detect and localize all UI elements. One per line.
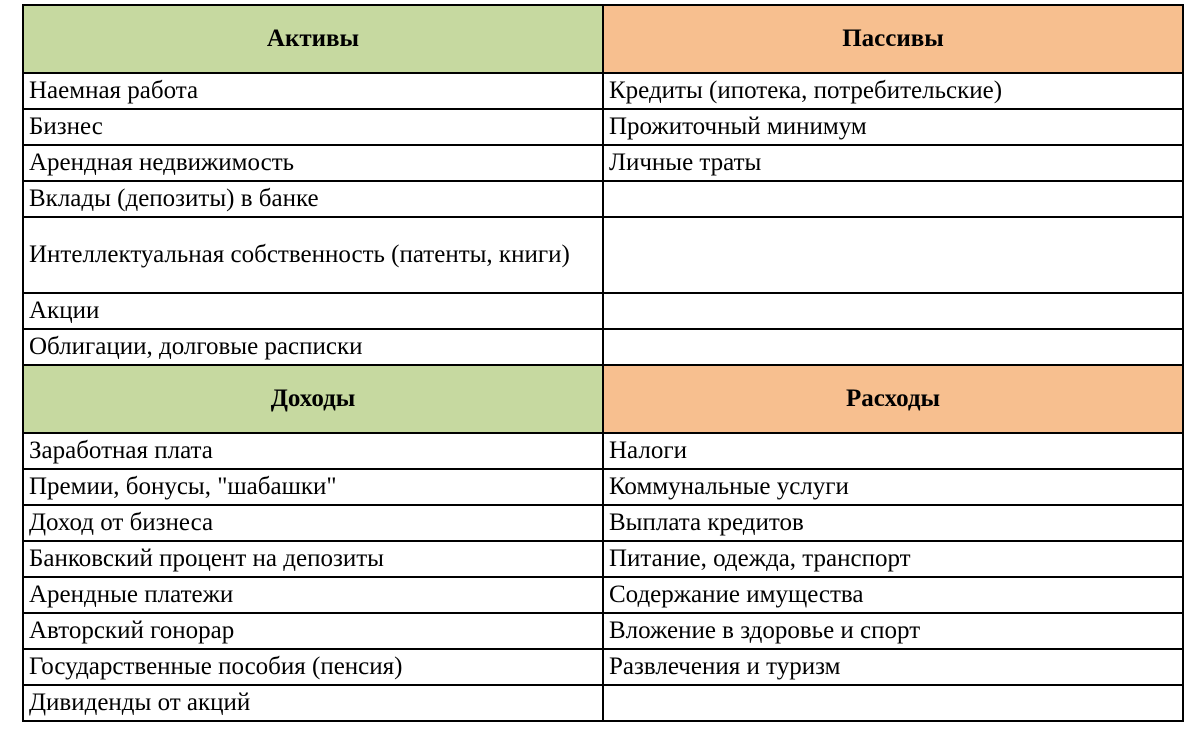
header-row-income-expenses: [23, 365, 1183, 433]
income-cell: Премии, бонусы, "шабашки": [23, 469, 603, 505]
expense-cell: Выплата кредитов: [603, 505, 1183, 541]
liability-cell: Личные траты: [603, 145, 1183, 181]
asset-cell: Облигации, долговые расписки: [23, 329, 603, 365]
asset-cell: Акции: [23, 293, 603, 329]
table-row: [23, 217, 1183, 293]
header-liabilities: Пассивы: [603, 5, 1183, 73]
table-row: [23, 293, 1183, 329]
asset-cell: Бизнес: [23, 109, 603, 145]
income-cell: Заработная плата: [23, 433, 603, 469]
asset-cell: Вклады (депозиты) в банке: [23, 181, 603, 217]
liability-cell: [603, 329, 1183, 365]
income-cell: Государственные пособия (пенсия): [23, 649, 603, 685]
expense-cell: Вложение в здоровье и спорт: [603, 613, 1183, 649]
table-row: [23, 577, 1183, 613]
table-row: [23, 469, 1183, 505]
expense-cell: Налоги: [603, 433, 1183, 469]
table-row: [23, 73, 1183, 109]
table-row: [23, 109, 1183, 145]
table-row: [23, 145, 1183, 181]
table-row: [23, 505, 1183, 541]
header-expenses: Расходы: [603, 365, 1183, 433]
income-cell: Доход от бизнеса: [23, 505, 603, 541]
income-cell: Банковский процент на депозиты: [23, 541, 603, 577]
finance-table: [22, 4, 1184, 722]
table-row: [23, 433, 1183, 469]
liability-cell: [603, 181, 1183, 217]
table-row: [23, 613, 1183, 649]
header-row-assets-liabilities: [23, 5, 1183, 73]
income-cell: Арендные платежи: [23, 577, 603, 613]
table-row: [23, 649, 1183, 685]
expense-cell: Коммунальные услуги: [603, 469, 1183, 505]
income-cell: Авторский гонорар: [23, 613, 603, 649]
liability-cell: Прожиточный минимум: [603, 109, 1183, 145]
table-row: [23, 329, 1183, 365]
table-row: [23, 685, 1183, 721]
expense-cell: Содержание имущества: [603, 577, 1183, 613]
expense-cell: Питание, одежда, транспорт: [603, 541, 1183, 577]
expense-cell: Развлечения и туризм: [603, 649, 1183, 685]
asset-cell: Интеллектуальная собственность (патенты, книги): [23, 217, 603, 293]
table-row: [23, 541, 1183, 577]
liability-cell: Кредиты (ипотека, потребительские): [603, 73, 1183, 109]
liability-cell: [603, 217, 1183, 293]
expense-cell: [603, 685, 1183, 721]
asset-cell: Арендная недвижимость: [23, 145, 603, 181]
header-assets: Активы: [23, 5, 603, 73]
asset-cell: Наемная работа: [23, 73, 603, 109]
liability-cell: [603, 293, 1183, 329]
income-cell: Дивиденды от акций: [23, 685, 603, 721]
header-income: Доходы: [23, 365, 603, 433]
table-row: [23, 181, 1183, 217]
